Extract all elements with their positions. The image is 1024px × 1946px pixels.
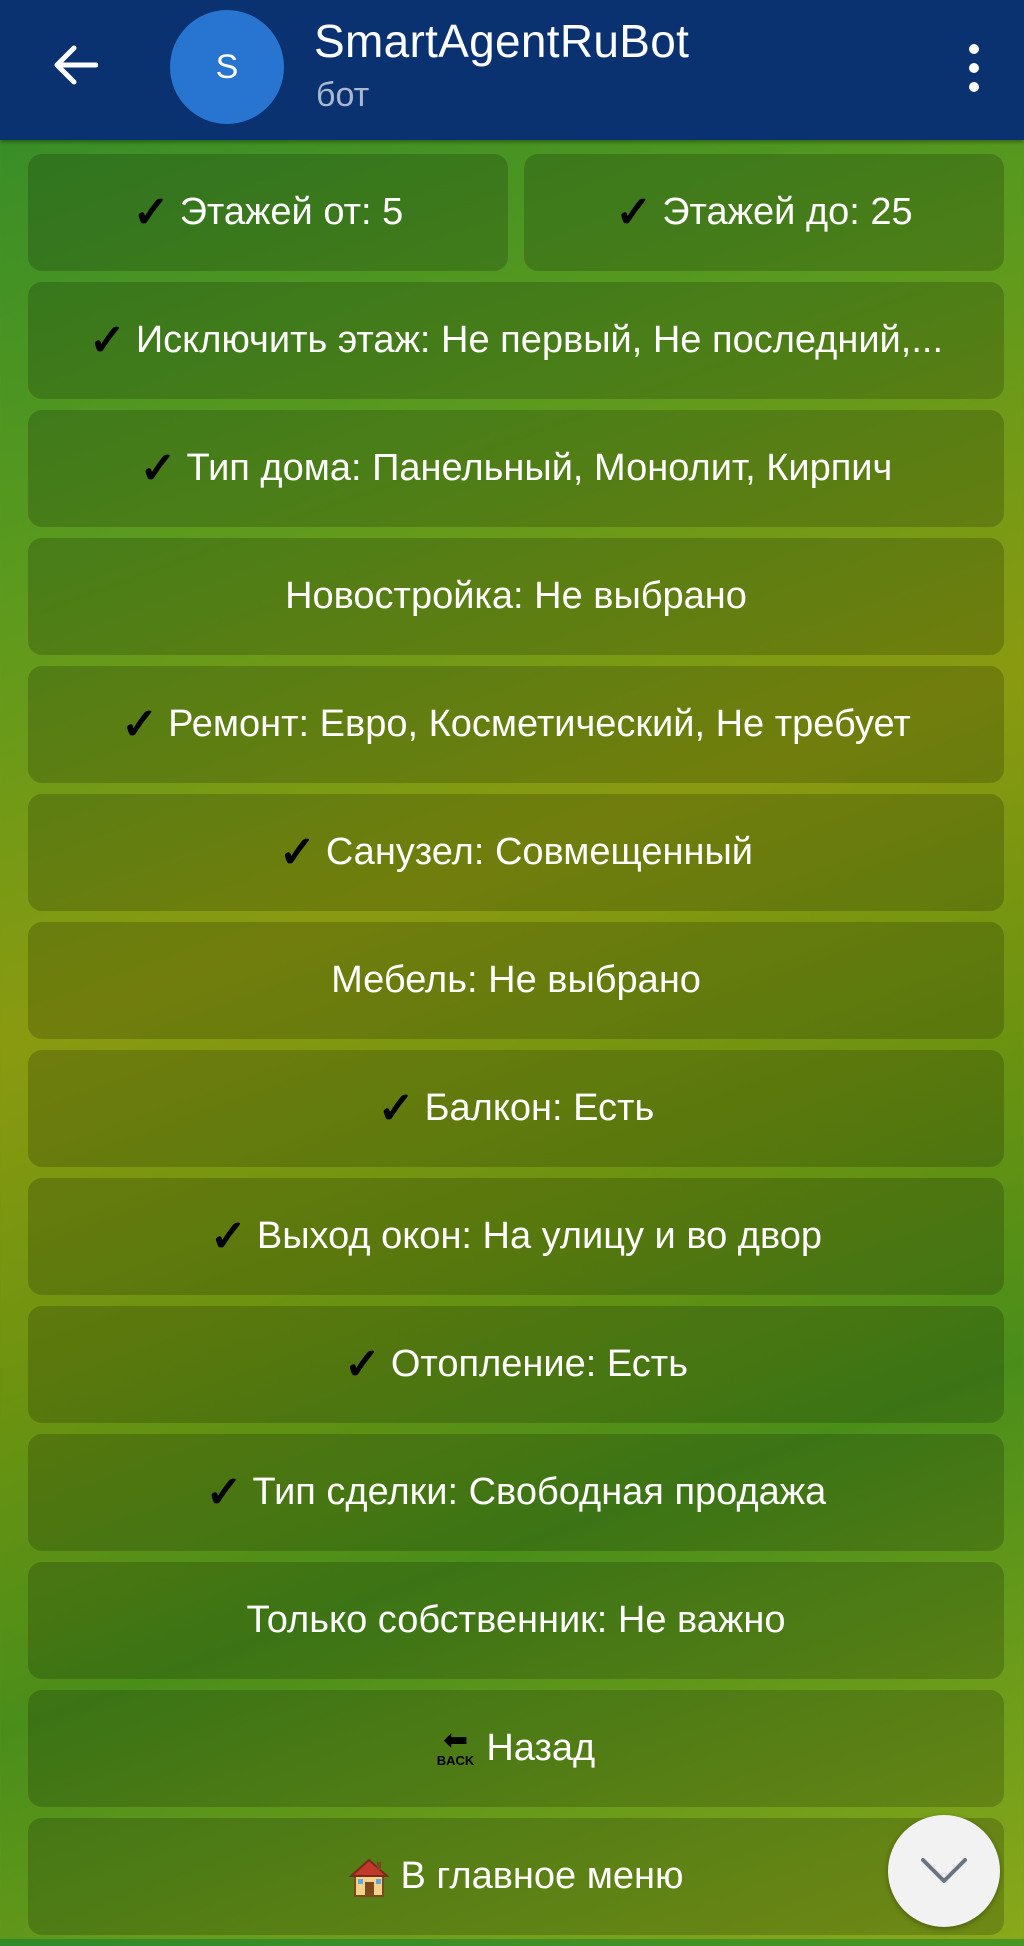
keyboard-row [28,666,1004,783]
keyboard-button-label: В главное меню [400,1855,684,1897]
keyboard-button[interactable] [28,666,1004,783]
keyboard-button[interactable] [28,922,1004,1039]
keyboard-row [28,410,1004,527]
arrow-left-icon [52,45,98,85]
keyboard-row [28,1306,1004,1423]
keyboard-button[interactable] [28,154,508,271]
keyboard-button[interactable] [28,1562,1004,1679]
keyboard-row [28,1434,1004,1551]
checkmark-icon: ✓ [121,699,159,749]
keyboard-row [28,794,1004,911]
keyboard-button-label: Исключить этаж: Не первый, Не последний,... [135,319,944,361]
back-button[interactable] [40,38,110,92]
keyboard-button[interactable] [28,410,1004,527]
keyboard-button[interactable] [524,154,1004,271]
checkmark-icon: ✓ [132,187,170,237]
inline-keyboard [28,154,1004,1946]
keyboard-button-label: Тип сделки: Свободная продажа [252,1471,827,1513]
chat-header [0,0,1024,140]
keyboard-button[interactable] [28,1690,1004,1807]
checkmark-icon: ✓ [615,187,653,237]
keyboard-button[interactable] [28,282,1004,399]
keyboard-button[interactable] [28,1178,1004,1295]
keyboard-button-label: Новостройка: Не выбрано [285,575,747,617]
keyboard-button-label: Мебель: Не выбрано [331,959,701,1001]
keyboard-row [28,1690,1004,1807]
chevron-down-icon [919,1856,969,1886]
keyboard-row [28,282,1004,399]
checkmark-icon: ✓ [343,1339,381,1389]
checkmark-icon: ✓ [209,1211,247,1261]
keyboard-button-label: Этажей до: 25 [662,191,913,233]
keyboard-row [28,538,1004,655]
keyboard-button-label: Только собственник: Не важно [246,1599,786,1641]
keyboard-button[interactable] [28,1050,1004,1167]
keyboard-button-label: Тип дома: Панельный, Монолит, Кирпич [186,447,893,489]
keyboard-button-label: Балкон: Есть [424,1087,655,1129]
keyboard-button-label: Отопление: Есть [390,1343,688,1385]
house-emoji-icon [349,1856,389,1898]
keyboard-row [28,1050,1004,1167]
keyboard-row [28,922,1004,1039]
keyboard-button[interactable] [28,1434,1004,1551]
checkmark-icon: ✓ [88,315,126,365]
checkmark-icon: ✓ [377,1083,415,1133]
keyboard-button[interactable] [28,1306,1004,1423]
keyboard-button[interactable] [28,538,1004,655]
more-vertical-icon[interactable] [954,38,994,98]
checkmark-icon: ✓ [278,827,316,877]
keyboard-button-label: Назад [486,1727,596,1769]
chat-title[interactable]: SmartAgentRuBot [314,15,690,67]
keyboard-button-label: Этажей от: 5 [179,191,404,233]
keyboard-button[interactable] [28,1818,1004,1935]
checkmark-icon: ✓ [139,443,177,493]
keyboard-button[interactable] [28,794,1004,911]
keyboard-button-label: Ремонт: Евро, Косметический, Не требует [168,703,911,745]
keyboard-button-label: Выход окон: На улицу и во двор [256,1215,822,1257]
keyboard-button-label: Санузел: Совмещенный [325,831,754,873]
keyboard-row [28,1818,1004,1935]
back-arrow-emoji-icon: ⬅ BACK [436,1724,475,1768]
avatar[interactable]: S [170,10,284,124]
keyboard-row [28,1562,1004,1679]
checkmark-icon: ✓ [205,1467,243,1517]
scroll-down-button[interactable] [888,1815,1000,1927]
keyboard-row [28,1178,1004,1295]
keyboard-row [28,154,1004,271]
chat-subtitle: бот [316,76,370,114]
